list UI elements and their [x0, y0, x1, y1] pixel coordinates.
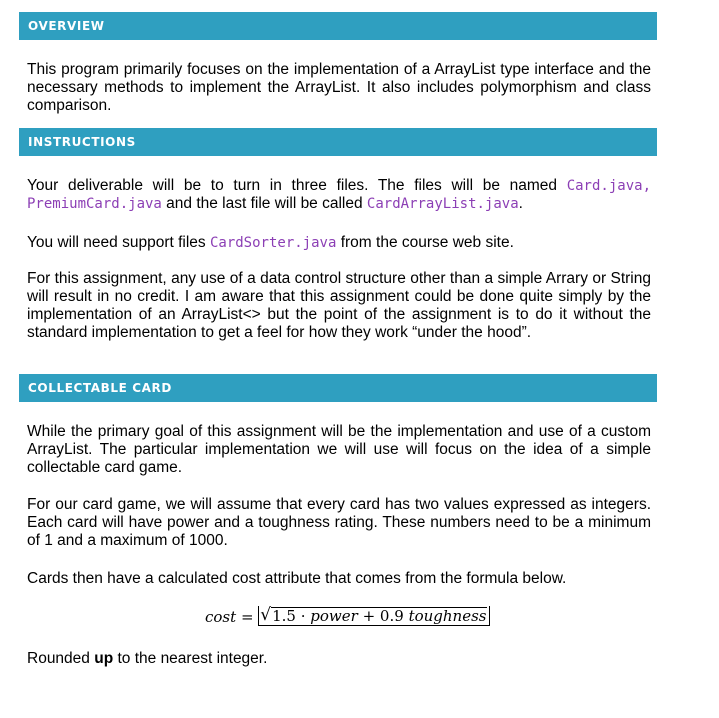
collectable-intro-paragraph: While the primary goal of this assignment will be the implementation and use of a custom ArrayList. The particular implementation we will use will focus on the idea of a simple collectable card game. [27, 423, 651, 476]
radicand-coef: 1.5 · [272, 607, 311, 625]
rounding-text-end: to the nearest integer. [113, 650, 268, 667]
support-text-end: from the course web site. [336, 234, 514, 251]
rounding-paragraph [27, 650, 651, 668]
ceiling-brackets [258, 606, 490, 626]
formula-equals: = [236, 608, 259, 626]
cardarraylist-java-filename: CardArrayList.java [366, 196, 519, 212]
instructions-rules-paragraph: For this assignment, any use of a data control structure other than a simple Arrary or String will result in no credit. I am aware that this assignment could be done quite simply by the implementation of an ArrayList<> but the point of the assignment is to do it without the standard implementation to get a feel for how they work “under the hood”. [27, 270, 651, 341]
instructions-support-paragraph [27, 234, 651, 252]
cost-formula [205, 606, 490, 628]
collectable-card-header: COLLECTABLE CARD [19, 374, 657, 402]
deliverable-text: Your deliverable will be to turn in three files. The files will be named [27, 177, 567, 194]
instructions-deliverable-paragraph [27, 177, 651, 213]
radicand-power: power [310, 607, 358, 625]
collectable-cost-paragraph: Cards then have a calculated cost attribute that comes from the formula below. [27, 570, 567, 587]
support-text: You will need support files [27, 234, 210, 251]
overview-header: OVERVIEW [19, 12, 657, 40]
card-java-filename: Card.java [566, 178, 643, 194]
collectable-values-paragraph: For our card game, we will assume that every card has two values expressed as integers. Each card will have power and a toughness rating. These numbers need to be a minimum of 1 and a maximum of 1000. [27, 496, 651, 549]
premiumcard-java-filename: PremiumCard.java [27, 196, 162, 212]
rounding-text: Rounded [27, 650, 95, 667]
rounding-up-bold: up [94, 650, 114, 667]
filename-comma: , [642, 178, 651, 194]
instructions-header: INSTRUCTIONS [19, 128, 657, 156]
formula-lhs: cost [205, 608, 237, 626]
sqrt-icon: √ [260, 605, 272, 625]
radicand-toughness: toughness [408, 607, 487, 625]
cardsorter-java-filename: CardSorter.java [209, 235, 337, 251]
overview-paragraph: This program primarily focuses on the implementation of a ArrayList type interface and the necessary methods to implement the ArrayList. It also includes polymorphism and class comparison. [27, 61, 651, 114]
deliverable-text-end: . [518, 195, 523, 212]
radicand-plus: + 0.9 [357, 607, 409, 625]
deliverable-text-mid: and the last file will be called [161, 195, 367, 212]
formula-radicand [271, 607, 487, 625]
